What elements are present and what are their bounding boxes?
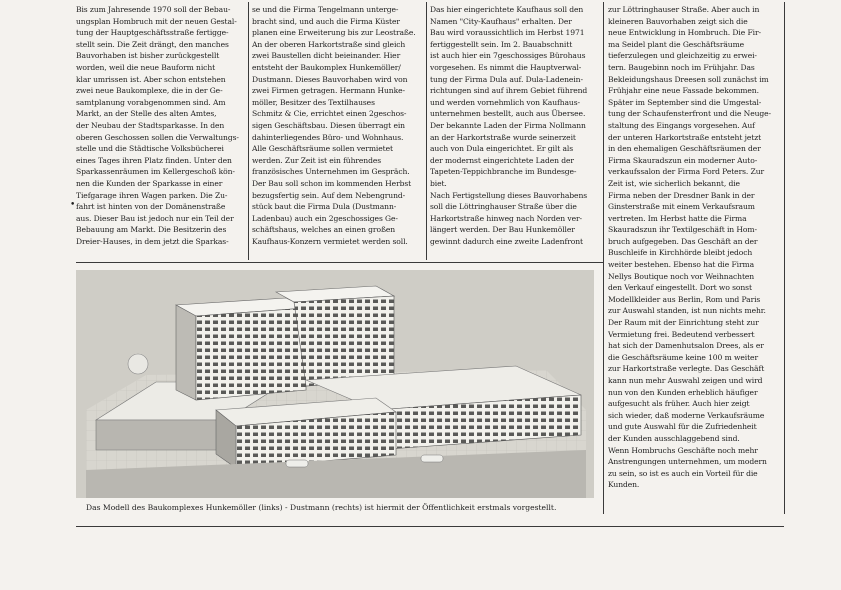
- column-line: samtplanung vorabgenommen sind. Am: [76, 97, 226, 107]
- column-line: tung der Hauptgeschäftsstraße fertigge-: [76, 28, 229, 38]
- column-line: aus. Dieser Bau ist jedoch nur ein Teil der: [76, 213, 234, 223]
- column-line: Bau wird voraussichtlich im Herbst 1971: [430, 28, 585, 38]
- column-line: klar umrissen ist. Aber schon entstehen: [76, 74, 226, 84]
- bottom-rule: [76, 526, 784, 527]
- column-line: die Geschäftsräume keine 100 m weiter: [608, 352, 758, 362]
- column-line: aufgesucht als früher. Auch hier zeigt: [608, 399, 750, 409]
- column-line: vorgesehen. Es nimmt die Hauptverwal-: [430, 62, 582, 72]
- column-line: der unteren Harkortstraße entsteht jetzt: [608, 132, 762, 142]
- column-line: richtungen sind auf ihrem Gebiet führend: [430, 86, 588, 96]
- column-line: Namen "City-Kaufhaus" erhalten. Der: [430, 16, 572, 26]
- column-line: tung der Schaufensterfront und die Neuge-: [608, 109, 772, 119]
- column-line: Dustmann. Dieses Bauvorhaben wird von: [252, 74, 408, 84]
- column-line: ungsplan Hombruch mit der neuen Gestal-: [76, 16, 237, 26]
- margin-mark: •: [70, 200, 76, 210]
- column-line: An der oberen Harkortstraße sind gleich: [252, 39, 406, 49]
- column-line: der Kunden ausschlaggebend sind.: [608, 433, 740, 443]
- column-line: biet.: [430, 178, 447, 188]
- column-line: in den ehemaligen Geschäftsräumen der: [608, 144, 761, 154]
- column-line: Frühjahr eine neue Fassade bekommen.: [608, 86, 759, 96]
- column-line: neue Entwicklung in Hombruch. Die Fir-: [608, 28, 761, 38]
- column-line: Alle Geschäftsräume sollen vermietet: [252, 144, 393, 154]
- column-line: staltung des Eingangs vorgesehen. Auf: [608, 120, 755, 130]
- column-line: worden, weil die neue Bauform nicht: [76, 62, 216, 72]
- column-line: werden. Zur Zeit ist ein führendes: [252, 155, 382, 165]
- column-line: Bis zum Jahresende 1970 soll der Bebau-: [76, 5, 231, 14]
- column-line: soll die Löttringhauser Straße über die: [430, 202, 577, 212]
- column-line: Skauradszun ihr Textilgeschäft in Hom-: [608, 225, 757, 235]
- column-line: Markt, an der Stelle des alten Amtes,: [76, 109, 217, 119]
- column-line: entsteht der Baukomplex Hunkemöller/: [252, 62, 401, 72]
- column-line: verkaufssalon der Firma Ford Peters. Zur: [608, 167, 765, 177]
- column-line: sich wieder, daß moderne Verkaufsräume: [608, 410, 765, 420]
- column-line: bracht sind, und auch die Firma Küster: [252, 16, 400, 26]
- photo-top-rule: [76, 262, 603, 263]
- column-line: dahinterliegendes Büro- und Wohnhaus.: [252, 132, 404, 142]
- column-line: Dreier-Hauses, in dem jetzt die Sparkas-: [76, 236, 229, 246]
- column-line: längert werden. Der Bau Hunkemöller: [430, 225, 575, 235]
- article-column-4: [608, 4, 780, 491]
- column-line: Harkortstraße hinweg nach Norden ver-: [430, 213, 582, 223]
- column-divider: [603, 2, 604, 514]
- column-line: weiter bestehen. Ebenso hat die Firma: [608, 260, 755, 270]
- column-line: vertreten. Im Herbst hatte die Firma: [608, 213, 747, 223]
- building-model-illustration: [76, 270, 594, 498]
- column-line: tung der Firma Dula auf. Dula-Ladenein-: [430, 74, 583, 84]
- column-line: französisches Unternehmen im Gespräch.: [252, 167, 410, 177]
- column-line: Der Bau soll schon im kommenden Herbst: [252, 178, 412, 188]
- column-line: se und die Firma Tengelmann unterge-: [252, 5, 399, 14]
- column-line: Modellkleider aus Berlin, Rom und Paris: [608, 294, 761, 304]
- building-model-photo: [76, 270, 594, 498]
- column-line: unternehmen bestellt, auch aus Übersee.: [430, 109, 586, 119]
- column-line: kleineren Bauvorhaben zeigt sich die: [608, 16, 748, 26]
- column-line: ma Seidel plant die Geschäftsräume: [608, 39, 745, 49]
- column-line: bruch aufgegeben. Das Geschäft an der: [608, 236, 758, 246]
- column-line: Bauvorhaben ist bisher zurückgestellt: [76, 51, 220, 61]
- column-line: planen eine Erweiterung bis zur Leostraße.: [252, 28, 416, 38]
- column-line: Buschleife in Kirchhörde bleibt jedoch: [608, 248, 753, 258]
- column-line: Später im September sind die Umgestal-: [608, 97, 762, 107]
- column-line: zu sein, so ist es auch ein Vorteil für die: [608, 468, 758, 478]
- column-line: hat sich der Damenhutsalon Drees, als er: [608, 341, 764, 351]
- column-line: Bekleidungshaus Dreesen soll zunächst im: [608, 74, 769, 84]
- column-line: schäftshaus, welches an einen großen: [252, 225, 396, 235]
- column-line: gewinnt dadurch eine zweite Ladenfront: [430, 236, 583, 246]
- column-line: Tapeten-Teppichbranche im Bundesge-: [430, 167, 577, 177]
- photo-caption: Das Modell des Baukomplexes Hunkemöller (links) - Dustmann (rechts) ist hiermit der Öffentlichkeit erstmals vorgestellt.: [86, 503, 557, 512]
- column-divider: [248, 2, 249, 260]
- column-line: Nellys Boutique noch vor Weihnachten: [608, 271, 755, 281]
- column-line: Firma neben der Dresdner Bank in der: [608, 190, 755, 200]
- column-line: stellt sein. Die Zeit drängt, den manches: [76, 39, 229, 49]
- column-line: kann nun mehr Auswahl zeigen und wird: [608, 376, 763, 385]
- column-line: Wenn Hombruchs Geschäfte noch mehr: [608, 445, 758, 455]
- column-line: den Verkauf eingestellt. Dort wo sonst: [608, 283, 752, 293]
- column-line: Kunden.: [608, 480, 640, 490]
- column-line: zwei Firmen getragen. Hermann Hunke-: [252, 86, 405, 96]
- column-line: Firma Skauradszun ein moderner Auto-: [608, 155, 758, 165]
- column-line: tieferzulegen und gleichzeitig zu erwei-: [608, 51, 757, 61]
- article-column-3: [430, 4, 602, 247]
- column-line: bezugsfertig sein. Auf dem Nebengrund-: [252, 190, 406, 200]
- column-line: stelle und die Städtische Volksbücherei: [76, 144, 224, 154]
- column-line: Sparkassenräumen im Kellergeschoß kön-: [76, 167, 235, 177]
- column-line: Kaufhaus-Konzern vermietet werden soll.: [252, 236, 408, 246]
- column-line: an der Harkortstraße wurde seinerzeit: [430, 132, 576, 142]
- column-line: ist auch hier ein 7geschossiges Bürohaus: [430, 51, 586, 61]
- column-line: Ginsterstraße mit einem Verkaufsraum: [608, 202, 755, 212]
- column-line: eines Tages ihren Platz finden. Unter den: [76, 155, 232, 165]
- column-line: nen die Kunden der Sparkasse in einer: [76, 178, 223, 188]
- column-line: der Neubau der Stadtsparkasse. In den: [76, 120, 225, 130]
- column-line: und gute Auswahl für die Zufriedenheit: [608, 422, 757, 432]
- column-line: stück baut die Firma Dula (Dustmann-: [252, 202, 397, 212]
- column-line: nun von den Kunden erheblich häufiger: [608, 387, 758, 397]
- article-column-2: [252, 4, 424, 247]
- column-line: Bebauung am Markt. Die Besitzerin des: [76, 225, 227, 235]
- column-line: Der bekannte Laden der Firma Nollmann: [430, 120, 586, 130]
- column-line: zur Löttringhauser Straße. Aber auch in: [608, 5, 760, 14]
- column-line: Nach Fertigstellung dieses Bauvorhabens: [430, 190, 588, 200]
- column-line: Der Raum mit der Einrichtung steht zur: [608, 318, 759, 328]
- column-line: Ladenbau) auch ein 2geschossiges Ge-: [252, 213, 398, 223]
- column-line: Das hier eingerichtete Kaufhaus soll den: [430, 5, 584, 14]
- column-line: Vermietung frei. Bedeutend verbessert: [608, 329, 755, 339]
- column-line: auch von Dula eingerichtet. Er gilt als: [430, 144, 574, 154]
- column-line: Schmitz & Cie, errichtet einen 2geschos-: [252, 109, 407, 119]
- column-divider: [784, 2, 785, 514]
- column-line: tern. Baugebinn noch im Frühjahr. Das: [608, 62, 755, 72]
- column-line: der modernst eingerichtete Laden der: [430, 155, 574, 165]
- column-line: fertiggestellt sein. Im 2. Bauabschnitt: [430, 39, 573, 49]
- article-column-1: [76, 4, 246, 247]
- column-divider: [426, 2, 427, 260]
- column-line: und werden vornehmlich von Kaufhaus-: [430, 97, 580, 107]
- column-line: oberen Geschossen sollen die Verwaltungs-: [76, 132, 239, 142]
- column-line: fahrt ist hinten von der Domänenstraße: [76, 202, 226, 212]
- column-line: zwei neue Baukomplexe, die in der Ge-: [76, 86, 223, 96]
- column-line: möller, Besitzer des Textilhauses: [252, 97, 375, 107]
- column-line: zur Auswahl standen, ist nun nichts mehr.: [608, 306, 766, 316]
- column-line: Anstrengungen unternehmen, um modern: [608, 457, 767, 467]
- column-line: zwei Baustellen dicht beieinander. Hier: [252, 51, 401, 61]
- column-line: sigen Geschäftsbau. Diesen überragt ein: [252, 120, 405, 130]
- column-line: Tiefgarage ihren Wagen parken. Die Zu-: [76, 190, 228, 200]
- column-line: zur Harkortstraße verlegte. Das Geschäft: [608, 364, 765, 374]
- column-line: Zeit ist, wie sicherlich bekannt, die: [608, 178, 740, 188]
